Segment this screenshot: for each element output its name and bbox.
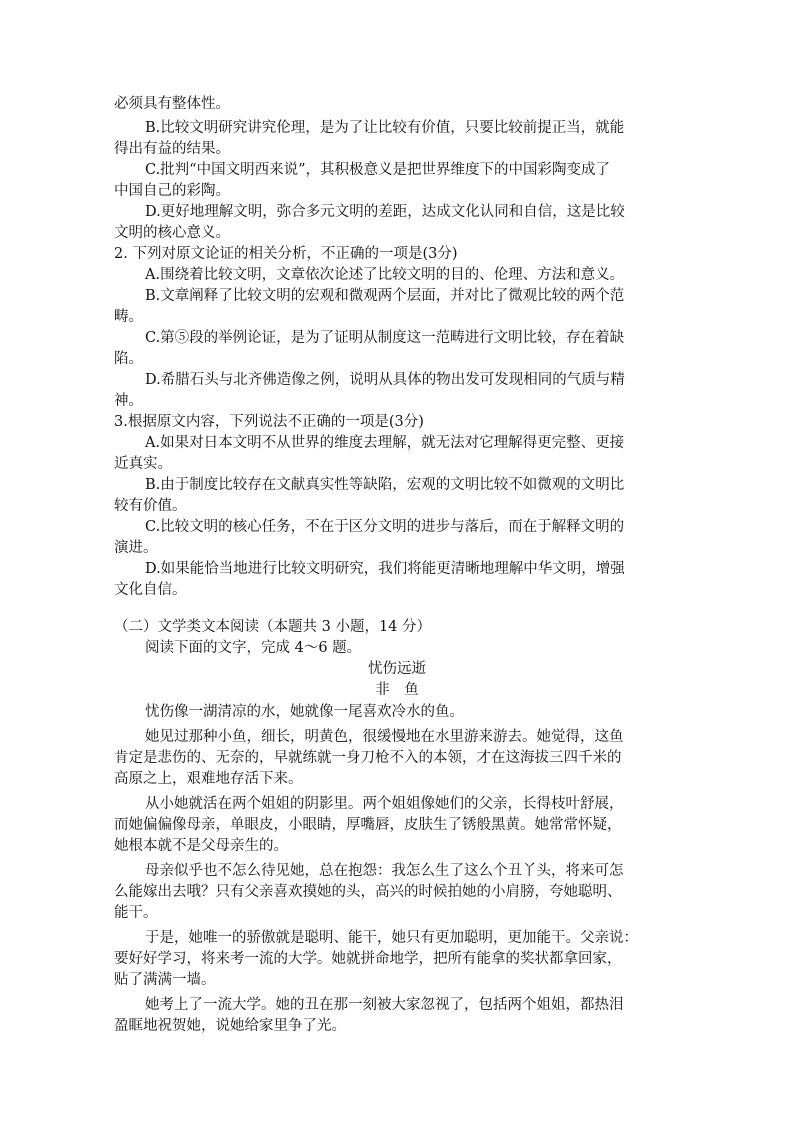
q1-option-d-line2: 文明的核心意义。 [114, 225, 230, 241]
story-paragraph-4-line1: 母亲似乎也不怎么待见她，总在抱怨：我怎么生了这么个丑丫头，将来可怎 [145, 863, 624, 879]
story-paragraph-2-line3: 高原之上，艰难地存活下来。 [114, 771, 303, 787]
section-heading: （二）文学类文本阅读（本题共 3 小题，14 分） [114, 619, 432, 635]
story-paragraph-5-line3: 贴了满满一墙。 [114, 972, 216, 988]
story-paragraph-5-line2: 要好好学习，将来考一流的大学。她就拼命地学，把所有能拿的奖状都拿回家， [114, 951, 622, 967]
q3-stem: 3.根据原文内容，下列说法不正确的一项是(3分) [114, 414, 424, 430]
q3-option-c-line1: C.比较文明的核心任务，不在于区分文明的进步与落后，而在于解释文明的 [145, 519, 625, 535]
q3-option-d-line1: D.如果能恰当地进行比较文明研究，我们将能更清晰地理解中华文明，增强 [145, 561, 625, 577]
q1-option-d-line1: D.更好地理解文明，弥合多元文明的差距，达成文化认同和自信，这是比较 [145, 204, 625, 220]
story-paragraph-4-line2: 么能嫁出去哦？只有父亲喜欢摸她的头，高兴的时候拍她的小肩膀，夸她聪明、 [114, 884, 622, 900]
q1-option-b-line2: 得出有益的结果。 [114, 141, 230, 157]
q2-stem: 2. 下列对原文论证的相关分析，不正确的一项是(3分) [114, 246, 458, 262]
story-paragraph-2-line1: 她见过那种小鱼，细长，明黄色，很缓慢地在水里游来游去。她觉得，这鱼 [145, 729, 624, 745]
q2-option-a: A.围绕着比较文明，文章依次论述了比较文明的目的、伦理、方法和意义。 [145, 267, 625, 283]
story-paragraph-3-line3: 她根本就不是父母亲生的。 [114, 838, 288, 854]
q3-option-b-line2: 较有价值。 [114, 498, 187, 514]
story-paragraph-6-line1: 她考上了一流大学。她的丑在那一刻被大家忽视了，包括两个姐姐，都热泪 [145, 997, 624, 1013]
story-paragraph-5-line1: 于是，她唯一的骄傲就是聪明、能干，她只有更加聪明，更加能干。父亲说： [145, 930, 638, 946]
q3-option-a-line1: A.如果对日本文明不从世界的维度去理解，就无法对它理解得更完整、更接 [145, 435, 625, 451]
q2-option-d-line2: 神。 [114, 393, 143, 409]
q3-option-b-line1: B.由于制度比较存在文献真实性等缺陷，宏观的文明比较不如微观的文明比 [145, 477, 625, 493]
q2-option-b-line1: B.文章阐释了比较文明的宏观和微观两个层面，并对比了微观比较的两个范 [145, 288, 625, 304]
story-paragraph-3-line1: 从小她就活在两个姐姐的阴影里。两个姐姐像她们的父亲，长得枝叶舒展， [145, 796, 624, 812]
q1-option-a-tail: 必须具有整体性。 [114, 96, 230, 112]
story-title: 忧伤远逝 [368, 661, 426, 677]
q1-option-c-line1: C.批判“中国文明西来说”，其积极意义是把世界维度下的中国彩陶变成了 [145, 162, 611, 178]
story-paragraph-6-line2: 盈眶地祝贺她，说她给家里争了光。 [114, 1018, 346, 1034]
q2-option-c-line2: 陷。 [114, 351, 143, 367]
story-paragraph-4-line3: 能干。 [114, 905, 158, 921]
section-instruction: 阅读下面的文字，完成 4～6 题。 [145, 640, 362, 656]
q2-option-c-line1: C.第⑤段的举例论证，是为了证明从制度这一范畴进行文明比较，存在着缺 [145, 330, 625, 346]
q2-option-d-line1: D.希腊石头与北齐佛造像之例，说明从具体的物出发可发现相同的气质与精 [145, 372, 625, 388]
q1-option-c-line2: 中国自己的彩陶。 [114, 183, 230, 199]
q3-option-c-line2: 演进。 [114, 540, 158, 556]
q3-option-d-line2: 文化自信。 [114, 582, 187, 598]
story-author: 非 鱼 [375, 682, 419, 698]
story-paragraph-1: 忧伤像一湖清凉的水，她就像一尾喜欢冷水的鱼。 [145, 704, 464, 720]
q2-option-b-line2: 畴。 [114, 309, 143, 325]
story-paragraph-2-line2: 肯定是悲伤的、无奈的，早就练就一身刀枪不入的本领，才在这海拔三四千米的 [114, 750, 622, 766]
story-paragraph-3-line2: 而她偏偏像母亲，单眼皮，小眼睛，厚嘴唇，皮肤生了锈般黑黄。她常常怀疑， [114, 817, 622, 833]
q1-option-b-line1: B.比较文明研究讲究伦理，是为了让比较有价值，只要比较前提正当，就能 [145, 120, 625, 136]
q3-option-a-line2: 近真实。 [114, 456, 172, 472]
